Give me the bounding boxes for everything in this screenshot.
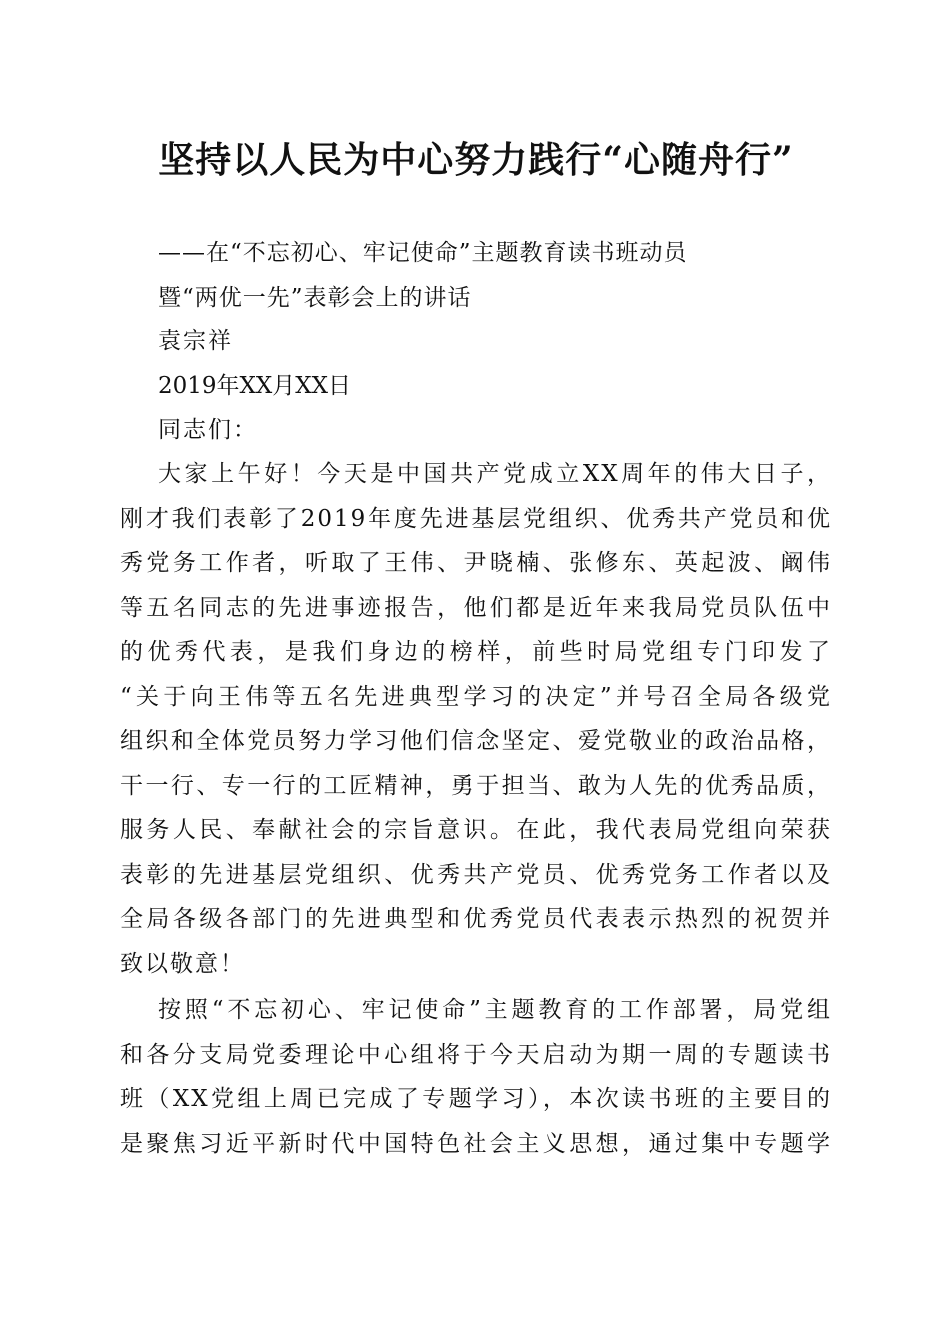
paragraph-1-line: 等五名同志的先进事迹报告，他们都是近年来我局党员队伍中 bbox=[120, 595, 832, 621]
paragraph-2-line: 班（XX党组上周已完成了专题学习），本次读书班的主要目的 bbox=[120, 1086, 832, 1112]
salutation: 同志们： bbox=[158, 417, 258, 443]
document-title: 坚持以人民为中心努力践行“心随舟行” bbox=[158, 139, 794, 181]
paragraph-1-line: 组织和全体党员努力学习他们信念坚定、爱党敬业的政治品格， bbox=[120, 728, 832, 754]
paragraph-1-line: 秀党务工作者，听取了王伟、尹晓楠、张修东、英起波、阚伟 bbox=[120, 550, 832, 576]
subtitle-line-2: 暨“两优一先”表彰会上的讲话 bbox=[158, 285, 472, 311]
paragraph-1-line: 服务人民、奉献社会的宗旨意识。在此，我代表局党组向荣获 bbox=[120, 817, 832, 843]
paragraph-2-line: 按照“不忘初心、牢记使命”主题教育的工作部署，局党组 bbox=[158, 997, 832, 1023]
paragraph-1-line: 表彰的先进基层党组织、优秀共产党员、优秀党务工作者以及 bbox=[120, 862, 832, 888]
paragraph-2-line: 是聚焦习近平新时代中国特色社会主义思想，通过集中专题学 bbox=[120, 1131, 832, 1157]
paragraph-1-line: 致以敬意！ bbox=[120, 951, 245, 977]
paragraph-1-line: 刚才我们表彰了2019年度先进基层党组织、优秀共产党员和优 bbox=[120, 506, 832, 532]
speech-date: 2019年XX月XX日 bbox=[158, 373, 352, 399]
subtitle-line-1: ——在“不忘初心、牢记使命”主题教育读书班动员 bbox=[158, 240, 688, 266]
paragraph-1-line: “关于向王伟等五名先进典型学习的决定”并号召全局各级党 bbox=[120, 684, 832, 710]
paragraph-1-line: 干一行、专一行的工匠精神，勇于担当、敢为人先的优秀品质， bbox=[120, 773, 832, 799]
paragraph-1-line: 的优秀代表，是我们身边的榜样，前些时局党组专门印发了 bbox=[120, 639, 832, 665]
paragraph-2-line: 和各分支局党委理论中心组将于今天启动为期一周的专题读书 bbox=[120, 1042, 832, 1068]
paragraph-1-line: 大家上午好！今天是中国共产党成立XX周年的伟大日子， bbox=[158, 461, 832, 487]
paragraph-1-line: 全局各级各部门的先进典型和优秀党员代表表示热烈的祝贺并 bbox=[120, 906, 832, 932]
author-name: 袁宗祥 bbox=[158, 328, 233, 354]
